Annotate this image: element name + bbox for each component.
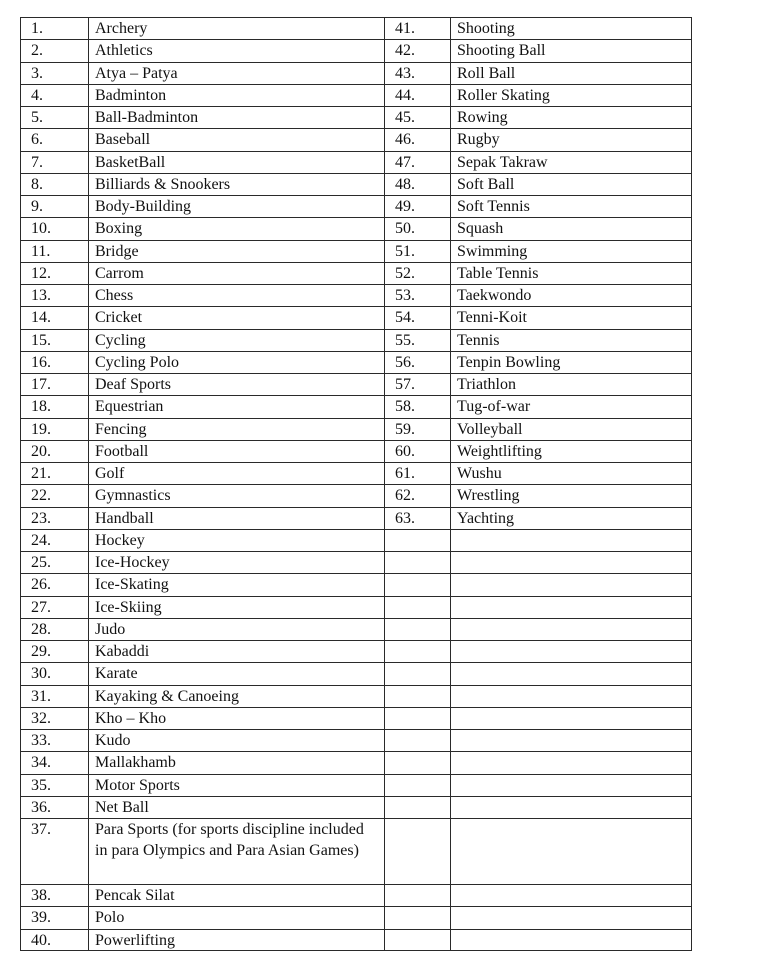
sport-number: 61. <box>384 462 450 484</box>
sport-number: 40. <box>20 929 88 951</box>
sport-name <box>450 596 692 618</box>
sport-number: 15. <box>20 329 88 351</box>
table-row <box>20 662 692 684</box>
sport-number <box>384 929 450 951</box>
sport-name: Pencak Silat <box>88 884 384 906</box>
sport-number: 20. <box>20 440 88 462</box>
sport-number: 41. <box>384 17 450 39</box>
table-row <box>20 929 692 951</box>
sport-name: Soft Ball <box>450 173 692 195</box>
sport-number: 63. <box>384 507 450 529</box>
sport-number: 6. <box>20 128 88 150</box>
table-row <box>20 17 692 39</box>
sport-name <box>450 640 692 662</box>
sport-name: Squash <box>450 217 692 239</box>
sport-name: Rowing <box>450 106 692 128</box>
sport-number: 21. <box>20 462 88 484</box>
sport-name: Football <box>88 440 384 462</box>
sport-number: 2. <box>20 39 88 61</box>
sport-name <box>450 751 692 773</box>
table-row <box>20 217 692 239</box>
sport-number: 31. <box>20 685 88 707</box>
sport-name: Triathlon <box>450 373 692 395</box>
sport-number <box>384 818 450 884</box>
sport-name: Deaf Sports <box>88 373 384 395</box>
table-row <box>20 551 692 573</box>
sport-number: 22. <box>20 484 88 506</box>
sport-number: 14. <box>20 306 88 328</box>
table-row <box>20 618 692 640</box>
sport-number: 4. <box>20 84 88 106</box>
sport-name: Baseball <box>88 128 384 150</box>
sport-number: 50. <box>384 217 450 239</box>
sport-name <box>450 529 692 551</box>
sport-number <box>384 640 450 662</box>
sport-number: 18. <box>20 395 88 417</box>
sport-number: 12. <box>20 262 88 284</box>
sport-name: Taekwondo <box>450 284 692 306</box>
sport-name: Body-Building <box>88 195 384 217</box>
table-row <box>20 818 692 884</box>
sport-name: Weightlifting <box>450 440 692 462</box>
sport-number: 49. <box>384 195 450 217</box>
sport-name <box>450 818 692 884</box>
sport-name: Bridge <box>88 240 384 262</box>
sport-number: 16. <box>20 351 88 373</box>
sport-number: 29. <box>20 640 88 662</box>
sport-number: 34. <box>20 751 88 773</box>
sport-number: 53. <box>384 284 450 306</box>
sport-name <box>450 573 692 595</box>
sport-number: 54. <box>384 306 450 328</box>
table-row <box>20 774 692 796</box>
table-row <box>20 596 692 618</box>
sport-name: Polo <box>88 906 384 928</box>
table-row <box>20 62 692 84</box>
sport-name: Equestrian <box>88 395 384 417</box>
sport-number: 62. <box>384 484 450 506</box>
sport-number: 56. <box>384 351 450 373</box>
sport-number: 33. <box>20 729 88 751</box>
table-row <box>20 351 692 373</box>
table-row <box>20 462 692 484</box>
sport-number: 42. <box>384 39 450 61</box>
sport-name <box>450 929 692 951</box>
sport-name <box>450 884 692 906</box>
sport-name: Tug-of-war <box>450 395 692 417</box>
sport-number: 30. <box>20 662 88 684</box>
sport-number: 36. <box>20 796 88 818</box>
sport-number <box>384 884 450 906</box>
sport-number: 35. <box>20 774 88 796</box>
table-row <box>20 529 692 551</box>
sport-number: 45. <box>384 106 450 128</box>
sport-name: Billiards & Snookers <box>88 173 384 195</box>
sport-number: 38. <box>20 884 88 906</box>
sport-name: Kabaddi <box>88 640 384 662</box>
sport-name: Ball-Badminton <box>88 106 384 128</box>
sport-name: Golf <box>88 462 384 484</box>
sport-name <box>450 551 692 573</box>
sport-name: Sepak Takraw <box>450 151 692 173</box>
table-row <box>20 884 692 906</box>
sport-number: 27. <box>20 596 88 618</box>
sport-name: Volleyball <box>450 418 692 440</box>
sport-number: 26. <box>20 573 88 595</box>
sport-name <box>450 618 692 640</box>
sport-number <box>384 685 450 707</box>
sport-name: Tenpin Bowling <box>450 351 692 373</box>
sport-name: Gymnastics <box>88 484 384 506</box>
sport-number <box>384 906 450 928</box>
sport-number: 59. <box>384 418 450 440</box>
sport-number: 51. <box>384 240 450 262</box>
sport-name: Motor Sports <box>88 774 384 796</box>
table-row <box>20 329 692 351</box>
sport-name: Mallakhamb <box>88 751 384 773</box>
sport-number: 9. <box>20 195 88 217</box>
sport-number: 43. <box>384 62 450 84</box>
sport-number <box>384 662 450 684</box>
sport-number: 48. <box>384 173 450 195</box>
sport-name: Para Sports (for sports discipline included in para Olympics and Para Asian Games) <box>88 818 384 884</box>
table-row <box>20 106 692 128</box>
sport-name: Soft Tennis <box>450 195 692 217</box>
sport-number <box>384 729 450 751</box>
sport-number: 1. <box>20 17 88 39</box>
sport-name: Boxing <box>88 217 384 239</box>
sport-number: 32. <box>20 707 88 729</box>
sport-name: Atya – Patya <box>88 62 384 84</box>
sport-number <box>384 573 450 595</box>
sport-number: 39. <box>20 906 88 928</box>
sport-name <box>450 796 692 818</box>
table-row <box>20 484 692 506</box>
sport-number: 28. <box>20 618 88 640</box>
sport-number: 24. <box>20 529 88 551</box>
sport-number: 10. <box>20 217 88 239</box>
sport-name: Athletics <box>88 39 384 61</box>
table-row <box>20 395 692 417</box>
sport-name <box>450 729 692 751</box>
sport-number: 17. <box>20 373 88 395</box>
table-row <box>20 240 692 262</box>
sport-name: Net Ball <box>88 796 384 818</box>
sport-name <box>450 707 692 729</box>
table-row <box>20 440 692 462</box>
sport-name: Roll Ball <box>450 62 692 84</box>
sport-name: Powerlifting <box>88 929 384 951</box>
table-row <box>20 284 692 306</box>
sport-number: 44. <box>384 84 450 106</box>
sport-name: Cycling <box>88 329 384 351</box>
sport-number: 8. <box>20 173 88 195</box>
sport-number: 57. <box>384 373 450 395</box>
table-row <box>20 128 692 150</box>
sport-number: 23. <box>20 507 88 529</box>
sport-number: 47. <box>384 151 450 173</box>
sport-name <box>450 906 692 928</box>
sport-name: Shooting Ball <box>450 39 692 61</box>
sport-number: 60. <box>384 440 450 462</box>
sport-name: Shooting <box>450 17 692 39</box>
sport-number: 5. <box>20 106 88 128</box>
table-row <box>20 906 692 928</box>
sport-name: Judo <box>88 618 384 640</box>
sport-name: Handball <box>88 507 384 529</box>
sport-name: Kayaking & Canoeing <box>88 685 384 707</box>
sport-name: Ice-Hockey <box>88 551 384 573</box>
sport-number: 37. <box>20 818 88 884</box>
table-row <box>20 418 692 440</box>
sport-number <box>384 529 450 551</box>
sport-number <box>384 551 450 573</box>
table-row <box>20 685 692 707</box>
table-row <box>20 151 692 173</box>
table-row <box>20 306 692 328</box>
sport-name: BasketBall <box>88 151 384 173</box>
sport-name <box>450 774 692 796</box>
sport-number: 19. <box>20 418 88 440</box>
sport-number <box>384 796 450 818</box>
sport-number: 11. <box>20 240 88 262</box>
sport-number <box>384 618 450 640</box>
sport-name: Ice-Skating <box>88 573 384 595</box>
sport-name: Chess <box>88 284 384 306</box>
sport-number <box>384 774 450 796</box>
table-row <box>20 507 692 529</box>
sport-name: Fencing <box>88 418 384 440</box>
table-row <box>20 373 692 395</box>
table-row <box>20 707 692 729</box>
table-row <box>20 84 692 106</box>
sport-name: Cycling Polo <box>88 351 384 373</box>
sport-name: Kho – Kho <box>88 707 384 729</box>
sport-number: 25. <box>20 551 88 573</box>
sport-name: Swimming <box>450 240 692 262</box>
sport-name: Carrom <box>88 262 384 284</box>
sport-name: Badminton <box>88 84 384 106</box>
sport-name: Kudo <box>88 729 384 751</box>
sport-number: 46. <box>384 128 450 150</box>
sport-name: Roller Skating <box>450 84 692 106</box>
table-row <box>20 796 692 818</box>
sport-name: Rugby <box>450 128 692 150</box>
table-row <box>20 751 692 773</box>
table-row <box>20 262 692 284</box>
sport-number: 13. <box>20 284 88 306</box>
sport-name: Cricket <box>88 306 384 328</box>
table-row <box>20 640 692 662</box>
sport-number <box>384 707 450 729</box>
sport-number: 58. <box>384 395 450 417</box>
table-row <box>20 39 692 61</box>
sport-name <box>450 685 692 707</box>
sport-number: 7. <box>20 151 88 173</box>
sport-name: Karate <box>88 662 384 684</box>
sport-name: Ice-Skiing <box>88 596 384 618</box>
sport-number <box>384 596 450 618</box>
table-row <box>20 573 692 595</box>
sport-name: Wushu <box>450 462 692 484</box>
sport-name: Yachting <box>450 507 692 529</box>
sport-number: 3. <box>20 62 88 84</box>
sport-name: Table Tennis <box>450 262 692 284</box>
table-row <box>20 195 692 217</box>
sport-name: Archery <box>88 17 384 39</box>
table-row <box>20 729 692 751</box>
sport-name: Wrestling <box>450 484 692 506</box>
sport-name: Tenni-Koit <box>450 306 692 328</box>
sport-number: 52. <box>384 262 450 284</box>
sport-name <box>450 662 692 684</box>
table-row <box>20 173 692 195</box>
sport-number: 55. <box>384 329 450 351</box>
sport-number <box>384 751 450 773</box>
sport-name: Tennis <box>450 329 692 351</box>
sport-name: Hockey <box>88 529 384 551</box>
